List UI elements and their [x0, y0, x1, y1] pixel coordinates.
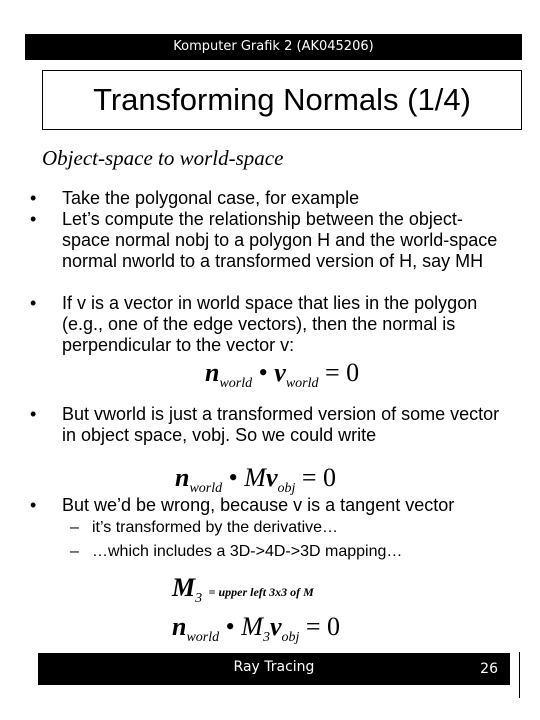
- bullet-text: If v is a vector in world space that lies in the polygon (e.g., one of the edge vectors), then the normal is perpendicular to the vector v:: [62, 293, 478, 355]
- sub-bullet-item: [70, 542, 510, 561]
- bullet-text: But we’d be wrong, because v is a tangent vector: [62, 495, 455, 515]
- bullet-item: [30, 293, 510, 356]
- bullet-item: [30, 495, 510, 516]
- divider-line: [519, 652, 520, 698]
- sub-bullet-text: it’s transformed by the derivative…: [92, 519, 339, 536]
- bullet-text: But vworld is just a transformed version of some vector in object space, vobj. So we could write: [62, 404, 500, 445]
- bullet-dot: •: [30, 404, 37, 424]
- footer-text: Ray Tracing: [233, 659, 315, 675]
- equation-1: $n_{world}$ • $v_{world} = 0$: [205, 358, 360, 391]
- equation-3: $M_3$ = upper left 3x3 of M: [172, 573, 314, 606]
- slide-subtitle: Object-space to world-space: [42, 146, 284, 170]
- bullet-dot: •: [30, 293, 37, 313]
- bullet-dot: •: [30, 188, 37, 208]
- bullet-item: [30, 404, 510, 446]
- bullet-dot: •: [30, 209, 37, 229]
- bullet-text: Take the polygonal case, for example: [62, 188, 360, 208]
- sub-bullet-item: [70, 518, 510, 537]
- equation-2: $n_{world}$ • $Mv_{obj} = 0$: [175, 463, 337, 496]
- course-header: Komputer Grafik 2 (AK045206): [25, 34, 522, 60]
- page-number: 26: [480, 661, 498, 677]
- slide-title: Transforming Normals (1/4): [42, 70, 522, 130]
- bullet-item: [30, 209, 510, 272]
- equation-4: $n_{world}$ • $M_3v_{obj} = 0$: [172, 612, 341, 645]
- sub-bullet-text: …which includes a 3D->4D->3D mapping…: [92, 543, 403, 560]
- sub-bullet-dash: –: [70, 519, 79, 536]
- sub-bullet-dash: –: [70, 543, 79, 560]
- bullet-text: Let’s compute the relationship between the object-space normal nobj to a polygon H and the world-space normal nworld to a transformed version of H, say MH: [62, 209, 498, 271]
- bullet-dot: •: [30, 495, 37, 515]
- bullet-item: [30, 188, 510, 209]
- footer-bar: [38, 653, 510, 685]
